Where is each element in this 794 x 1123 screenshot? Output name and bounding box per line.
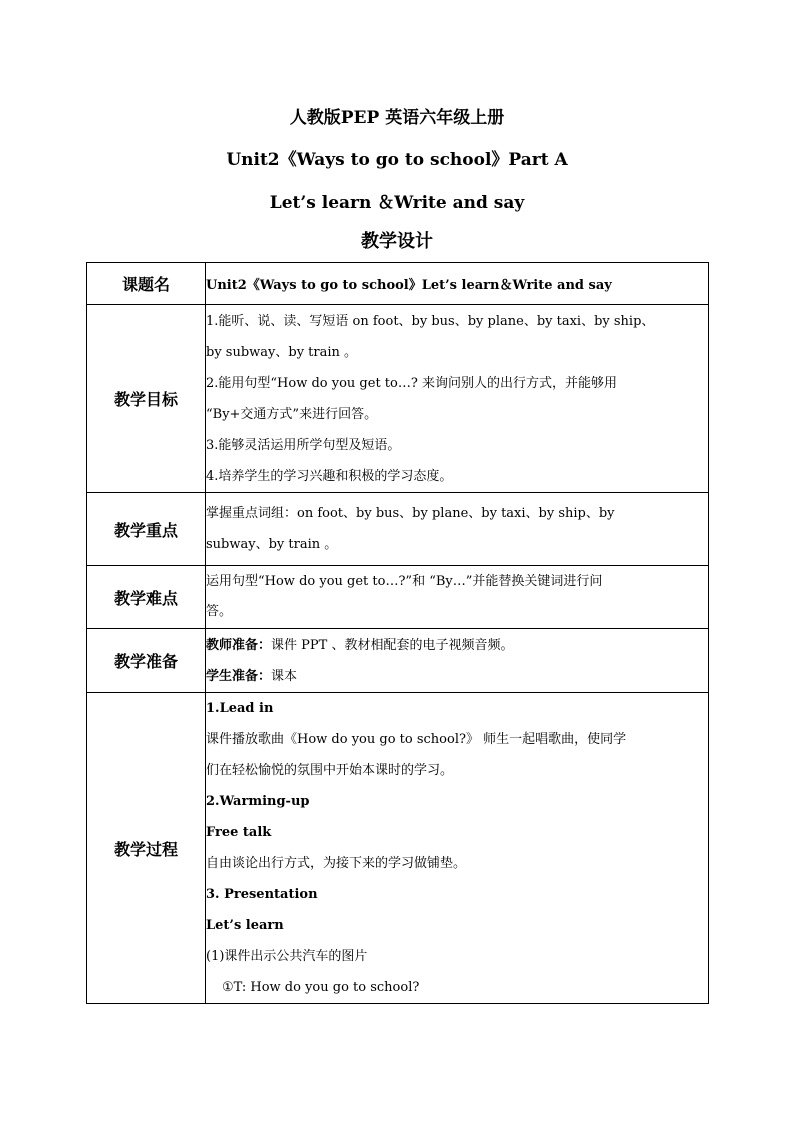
- key-points-line: 掌握重点词组：on foot、by bus、by plane、by taxi、by ship、by: [206, 506, 615, 521]
- topic-value: Unit2《Ways to go to school》Let’s learn＆Write and say: [206, 263, 709, 305]
- student-prep: [206, 661, 708, 692]
- free-talk-heading: Free talk: [206, 825, 272, 840]
- row-topic: [87, 263, 709, 305]
- teacher-prep-value: 课件 PPT 、教材相配套的电子视频音频。: [271, 637, 514, 653]
- objective-line: 2.能用句型“How do you get to…? 来询问别人的出行方式，并能够用: [206, 375, 617, 391]
- key-points-line: subway、by train 。: [206, 537, 338, 552]
- label-key-points: 教学重点: [87, 493, 206, 566]
- row-key-points: [87, 493, 709, 566]
- warmup-heading: 2.Warming-up: [206, 794, 310, 809]
- lead-in-text: 课件播放歌曲《How do you go to school?》 师生一起唱歌曲，使同学: [206, 732, 627, 747]
- teacher-prep-label: 教师准备：: [206, 637, 272, 653]
- label-objectives: 教学目标: [87, 305, 206, 493]
- objective-line: 1.能听、说、读、写短语 on foot、by bus、by plane、by taxi、by ship、: [206, 313, 655, 329]
- student-prep-value: 课本: [271, 668, 298, 684]
- process-content: [206, 693, 709, 1004]
- doc-title-line2: Unit2《Ways to go to school》Part A: [226, 150, 568, 170]
- step-1: (1)课件出示公共汽车的图片: [206, 949, 368, 964]
- row-objectives: [87, 305, 709, 493]
- presentation-heading: 3. Presentation: [206, 887, 318, 902]
- doc-title-line1: 人教版PEP 英语六年级上册: [289, 108, 505, 128]
- teacher-prep: [206, 630, 708, 661]
- objective-line: 4.培养学生的学习兴趣和积极的学习态度。: [206, 468, 453, 484]
- row-process: [87, 693, 709, 1004]
- difficulties-content: [206, 566, 709, 629]
- difficulties-line: 运用句型“How do you get to…?”和 “By…”并能替换关键词进行问: [206, 574, 603, 589]
- student-prep-label: 学生准备：: [206, 668, 272, 684]
- label-process: 教学过程: [87, 693, 206, 1004]
- objective-line: 3.能够灵活运用所学句型及短语。: [206, 437, 401, 453]
- row-difficulties: [87, 566, 709, 629]
- lets-learn-heading: Let’s learn: [206, 918, 284, 933]
- label-preparation: 教学准备: [87, 629, 206, 693]
- label-topic: 课题名: [87, 263, 206, 305]
- lesson-plan-table: [86, 262, 709, 1004]
- objectives-content: [206, 305, 709, 493]
- preparation-content: [206, 629, 709, 693]
- lead-in-heading: 1.Lead in: [206, 701, 274, 716]
- difficulties-line: 答。: [206, 604, 233, 619]
- warmup-text: 自由谈论出行方式，为接下来的学习做铺垫。: [206, 856, 467, 871]
- objective-line: by subway、by train 。: [206, 344, 358, 360]
- step-1-question: ①T: How do you go to school?: [222, 980, 420, 995]
- row-preparation: [87, 629, 709, 693]
- label-difficulties: 教学难点: [87, 566, 206, 629]
- doc-title-line4: 教学设计: [361, 231, 433, 252]
- doc-title-line3: Let’s learn ＆Write and say: [269, 193, 525, 213]
- objective-line: “By+交通方式”来进行回答。: [206, 406, 378, 422]
- lead-in-text: 们在轻松愉悦的氛围中开始本课时的学习。: [206, 763, 454, 778]
- key-points-content: [206, 493, 709, 566]
